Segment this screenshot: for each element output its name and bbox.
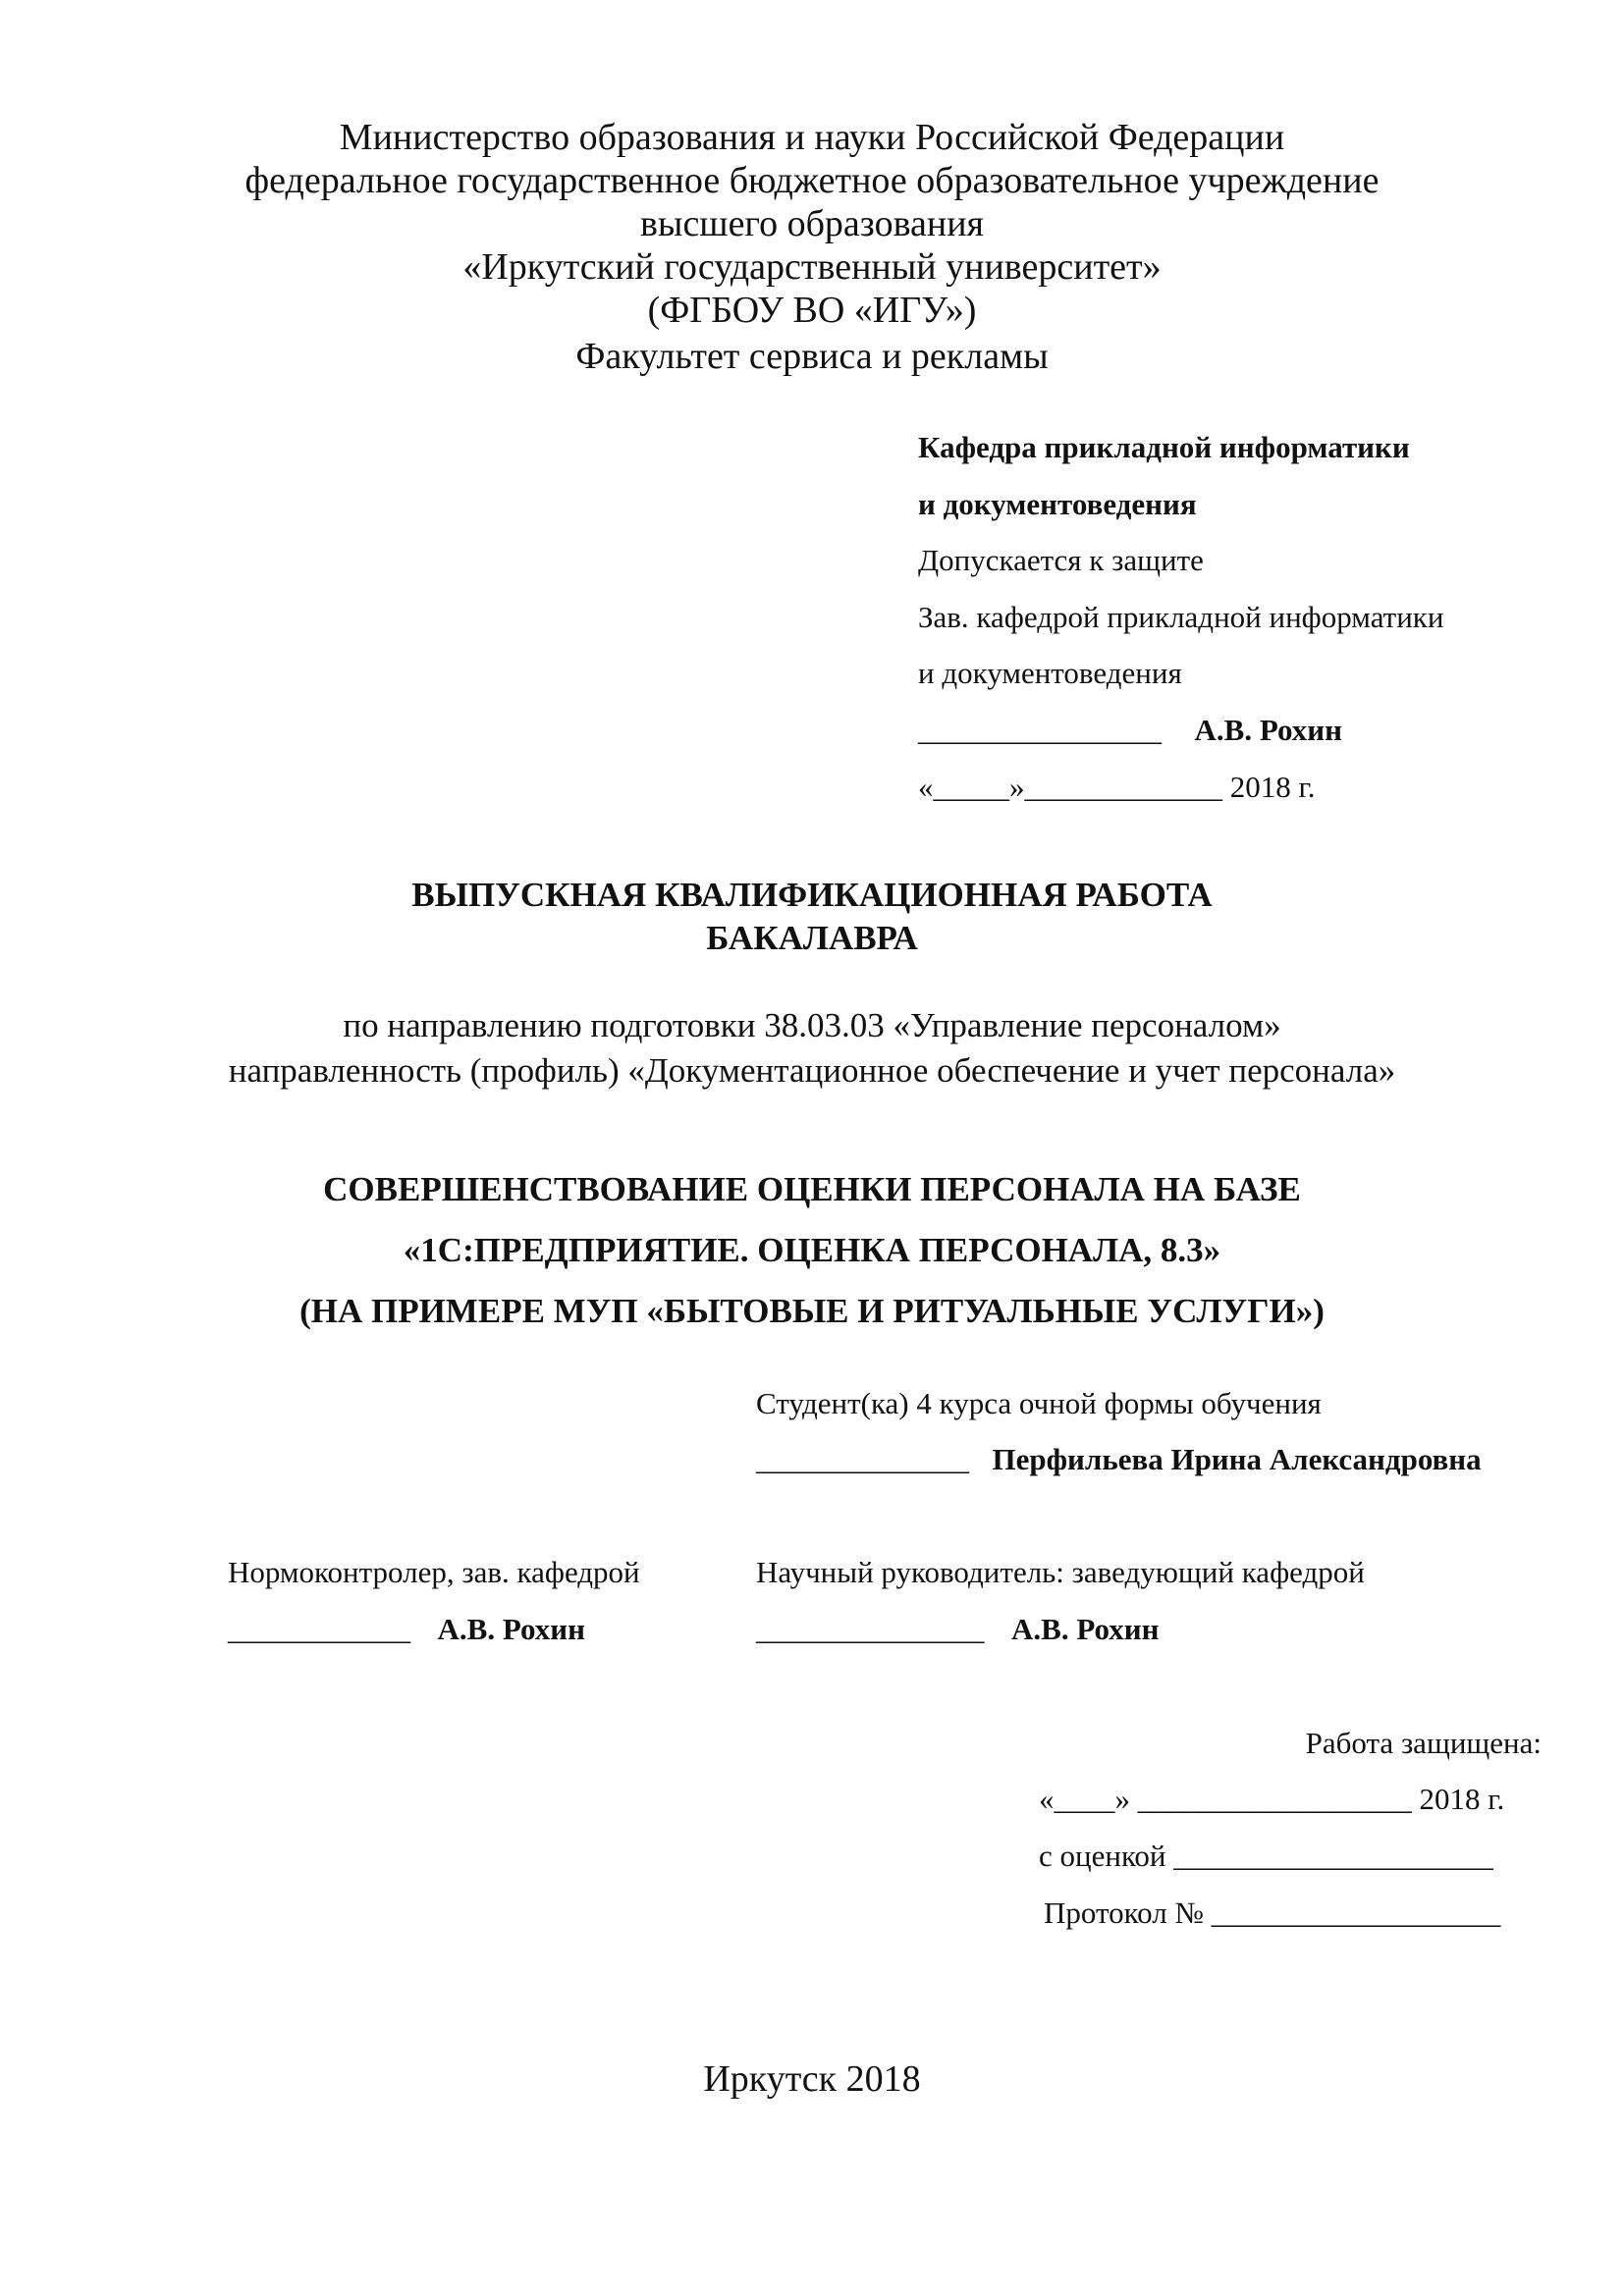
head-name: А.В. Рохин	[1194, 713, 1342, 747]
student-label: Студент(ка) 4 курса очной формы обучения	[756, 1386, 1322, 1420]
thesis-topic-line-2: «1С:ПРЕДПРИЯТИЕ. ОЦЕНКА ПЕРСОНАЛА, 8.3»	[403, 1231, 1221, 1269]
head-signature-blank: ________________	[918, 713, 1162, 747]
defense-protocol-line: Протокол № ___________________	[1044, 1896, 1501, 1930]
university-abbr-line: (ФГБОУ ВО «ИГУ»)	[647, 290, 977, 331]
work-type-title-line-1: ВЫПУСКНАЯ КВАЛИФИКАЦИОННАЯ РАБОТА	[411, 876, 1213, 914]
department-line-1: Кафедра прикладной информатики	[918, 430, 1410, 464]
normcontrol-name: А.В. Рохин	[437, 1612, 585, 1646]
head-signature-line	[918, 713, 1342, 748]
supervisor-signature-line	[756, 1612, 1159, 1647]
supervisor-name: А.В. Рохин	[1011, 1612, 1160, 1646]
thesis-topic-line-1: СОВЕРШЕНСТВОВАНИЕ ОЦЕНКИ ПЕРСОНАЛА НА БАЗЕ	[323, 1170, 1301, 1208]
student-name: Перфильева Ирина Александровна	[992, 1442, 1482, 1476]
supervisor-label: Научный руководитель: заведующий кафедрой	[756, 1555, 1365, 1589]
city-year: Иркутск 2018	[703, 2058, 921, 2100]
student-signature-line	[756, 1442, 1482, 1477]
department-line-2: и документоведения	[918, 487, 1197, 521]
thesis-topic-line-3: (НА ПРИМЕРЕ МУП «БЫТОВЫЕ И РИТУАЛЬНЫЕ УСЛУГИ»)	[299, 1292, 1325, 1330]
normcontrol-signature-line	[228, 1612, 585, 1647]
institution-type-line: федеральное государственное бюджетное образовательное учреждение	[244, 160, 1380, 201]
defense-date-line: «____» __________________ 2018 г.	[1039, 1782, 1505, 1816]
faculty-line: Факультет сервиса и рекламы	[575, 336, 1049, 377]
profile-line: направленность (профиль) «Документационное обеспечение и учет персонала»	[228, 1051, 1396, 1090]
approval-date-line: «_____»_____________ 2018 г.	[918, 770, 1316, 804]
education-level-line: высшего образования	[639, 203, 985, 244]
university-name-line: «Иркутский государственный университет»	[462, 246, 1162, 288]
normcontrol-signature-blank: ____________	[228, 1612, 410, 1646]
defense-grade-line: с оценкой _____________________	[1039, 1839, 1493, 1873]
head-of-department-line-1: Зав. кафедрой прикладной информатики	[918, 600, 1444, 634]
head-of-department-line-2: и документоведения	[918, 656, 1182, 690]
admitted-to-defense: Допускается к защите	[918, 543, 1204, 577]
work-type-title-line-2: БАКАЛАВРА	[706, 919, 918, 957]
ministry-line: Министерство образования и науки Российской Федерации	[339, 117, 1285, 158]
student-signature-blank: ______________	[756, 1442, 969, 1476]
direction-line: по направлению подготовки 38.03.03 «Управление персоналом»	[343, 1006, 1281, 1044]
supervisor-signature-blank: _______________	[756, 1612, 985, 1646]
defense-label: Работа защищена:	[1305, 1726, 1542, 1760]
normcontrol-label: Нормоконтролер, зав. кафедрой	[228, 1555, 640, 1589]
